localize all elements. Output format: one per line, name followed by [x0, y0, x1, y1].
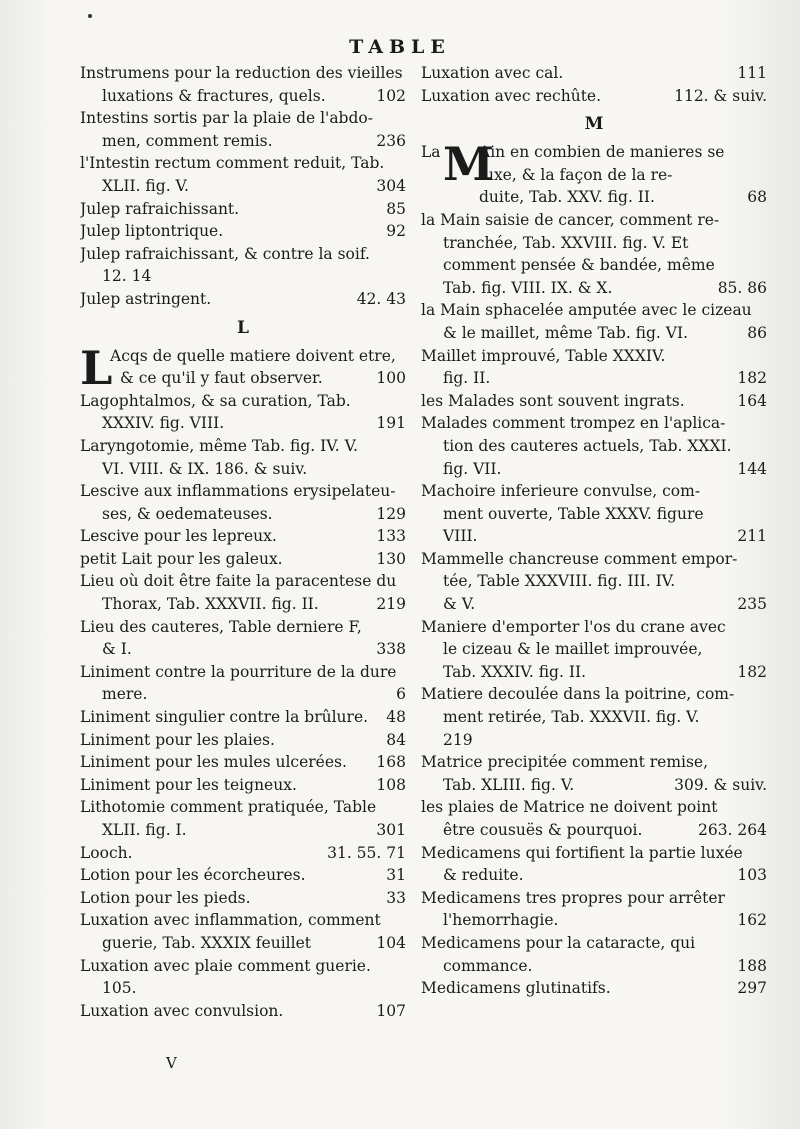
- index-entry: [80, 570, 406, 615]
- entry-text: guerie, Tab. XXXIX feuillet: [102, 933, 311, 952]
- entry-text: Liniment pour les teigneux.: [80, 775, 297, 794]
- entry-text: luxations & fractures, quels.: [102, 86, 326, 105]
- entry-text: tranchée, Tab. XXVIII. fig. V. Et: [443, 233, 689, 252]
- signature-mark: V: [166, 1054, 177, 1072]
- entry-text: Tab. fig. VIII. IX. & X.: [443, 278, 613, 297]
- entry-line: [421, 616, 767, 639]
- entry-text: fig. II.: [443, 369, 491, 388]
- entry-text: la Main saisie de cancer, comment re-: [421, 210, 720, 229]
- entry-line: [421, 706, 767, 729]
- entry-line: [421, 955, 767, 978]
- entry-line: [80, 390, 406, 413]
- entry-line: [80, 480, 406, 503]
- ink-speck: [88, 14, 92, 18]
- entry-text: le cizeau & le maillet improuvée,: [443, 640, 703, 659]
- section-letter-l: L: [237, 317, 249, 338]
- entry-text: Medicamens pour la cataracte, qui: [421, 933, 696, 952]
- entry-line: Acqs de quelle matiere doivent etre,: [110, 346, 396, 365]
- page-ref: 48: [386, 708, 406, 727]
- entry-text: Lieu des cauteres, Table derniere F,: [80, 617, 362, 636]
- page-ref: 85: [386, 199, 406, 218]
- entry-text: Matiere decoulée dans la poitrine, com-: [421, 685, 735, 704]
- entry-line: [421, 593, 767, 616]
- entry-line: [421, 909, 767, 932]
- entry-line: [80, 909, 406, 932]
- index-entry: [421, 480, 767, 548]
- index-entry: [80, 107, 406, 152]
- entry-text: Tab. XXXIV. fig. II.: [443, 662, 587, 681]
- entries-group-luxation: [421, 62, 767, 107]
- index-entry: [421, 390, 767, 413]
- page-ref: 301: [376, 821, 406, 839]
- entry-text: Lotion pour les écorcheures.: [80, 866, 306, 885]
- entry-text: comment pensée & bandée, même: [443, 256, 715, 275]
- entry-text: Maillet improuvé, Table XXXIV.: [421, 346, 666, 365]
- entry-text: Luxation avec cal.: [421, 64, 564, 82]
- entry-text: Lieu où doit être faite la paracentese du: [80, 572, 397, 591]
- entry-line: [80, 288, 406, 311]
- entry-text: Matrice precipitée comment remise,: [421, 753, 709, 772]
- index-entry: [421, 932, 767, 977]
- entries-group-l: [80, 390, 406, 1023]
- entry-text: Julep astringent.: [80, 289, 212, 308]
- entry-text: Lotion pour les pieds.: [80, 888, 251, 907]
- entry-line: [80, 661, 406, 684]
- index-entry-lacqs: [80, 340, 406, 395]
- page-ref: 235: [737, 595, 767, 614]
- page-ref: 31: [386, 866, 406, 885]
- index-entry: [80, 955, 406, 1000]
- entry-line: [421, 977, 767, 1000]
- index-entry: [80, 706, 406, 729]
- entry-line: [421, 864, 767, 887]
- index-entry: [80, 661, 406, 706]
- entry-text: Luxation avec plaie comment guerie.: [80, 956, 371, 975]
- entry-text: Liniment singulier contre la brûlure.: [80, 708, 369, 727]
- index-entry: [421, 62, 767, 85]
- page-ref: 107: [376, 1001, 406, 1020]
- entry-line: [80, 62, 406, 85]
- entry-text: Intestins sortis par la plaie de l'abdo-: [80, 109, 373, 128]
- index-entry: [421, 299, 767, 344]
- entry-line: [80, 152, 406, 175]
- entry-line: [421, 661, 767, 684]
- entry-line: [80, 570, 406, 593]
- page-ref: 297: [737, 979, 767, 998]
- entry-line: [80, 796, 406, 819]
- entry-text: l'hemorrhagie.: [443, 911, 559, 930]
- entry-line: [421, 209, 767, 232]
- page-ref: 338: [376, 640, 406, 659]
- entry-line: [421, 842, 767, 865]
- entry-text: men, comment remis.: [102, 131, 273, 150]
- index-entry: [421, 977, 767, 1000]
- entry-line: [421, 503, 767, 526]
- entry-line: [80, 548, 406, 571]
- entry-line: [80, 85, 406, 108]
- entry-text: être cousuës & pourquoi.: [443, 821, 643, 839]
- entry-text: Machoire inferieure convulse, com-: [421, 482, 701, 501]
- entry-line: [479, 186, 767, 209]
- entry-line: [80, 819, 406, 842]
- page-ref: 304: [376, 176, 406, 195]
- entry-line: [80, 706, 406, 729]
- page-ref: 144: [737, 459, 767, 478]
- page-ref: 236: [376, 131, 406, 150]
- entry-line: [421, 480, 767, 503]
- page-ref: 309. & suiv.: [674, 775, 767, 794]
- entry-line: [80, 751, 406, 774]
- entry-line: [80, 955, 406, 978]
- entry-line: [80, 503, 406, 526]
- index-entry: [80, 796, 406, 841]
- entry-line: [421, 525, 767, 548]
- page-ref: 182: [737, 662, 767, 681]
- entry-line: [80, 220, 406, 243]
- entry-text: XXXIV. fig. VIII.: [102, 414, 225, 433]
- page-ref: 108: [376, 775, 406, 794]
- entry-text: commance.: [443, 956, 533, 975]
- entry-prefix: La: [421, 143, 441, 162]
- index-entry: [80, 729, 406, 752]
- page-ref: 111: [737, 64, 767, 82]
- entry-text: Malades comment trompez en l'aplica-: [421, 414, 726, 433]
- entry-text: 219: [443, 730, 473, 749]
- index-entry: [80, 909, 406, 954]
- page-ref: 104: [376, 933, 406, 952]
- left-column: [80, 62, 406, 1022]
- entry-line: [421, 570, 767, 593]
- entry-text: Liniment contre la pourriture de la dure: [80, 662, 397, 681]
- index-entry: [80, 548, 406, 571]
- index-entry: [80, 842, 406, 865]
- entry-line: [421, 819, 767, 842]
- entry-text: Liniment pour les mules ulcerées.: [80, 753, 347, 772]
- entry-text: Julep rafraichissant.: [80, 199, 240, 218]
- page-ref: 133: [376, 527, 406, 546]
- page-ref: 100: [376, 369, 406, 388]
- entry-text: Laryngotomie, même Tab. fig. IV. V.: [80, 436, 358, 455]
- entry-text: duite, Tab. XXV. fig. II.: [479, 188, 655, 207]
- entry-line: [80, 864, 406, 887]
- index-entry: [80, 435, 406, 480]
- index-entry: [80, 152, 406, 197]
- entry-text: les plaies de Matrice ne doivent point: [421, 798, 718, 817]
- entry-text: 12. 14: [102, 267, 152, 286]
- entry-line: [80, 198, 406, 221]
- page-ref: 129: [376, 504, 406, 523]
- page-ref: 162: [737, 911, 767, 930]
- entry-line: [80, 243, 406, 266]
- page-ref: 42. 43: [356, 289, 406, 308]
- entry-text: ment ouverte, Table XXXV. figure: [443, 504, 704, 523]
- page-ref: 84: [386, 730, 406, 749]
- entry-text: Tab. XLIII. fig. V.: [443, 775, 575, 794]
- entry-text: la Main sphacelée amputée avec le cizeau: [421, 301, 752, 320]
- entry-text: 105.: [102, 979, 137, 998]
- entry-text: XLII. fig. V.: [102, 176, 189, 195]
- page-ref: 33: [386, 888, 406, 907]
- entry-text: & I.: [102, 640, 132, 659]
- page-ref: 219: [376, 595, 406, 614]
- entry-text: Luxation avec rechûte.: [421, 86, 602, 105]
- page-ref: 164: [737, 391, 767, 410]
- entry-text: Luxation avec inflammation, comment: [80, 911, 381, 930]
- page-ref: 103: [737, 866, 767, 885]
- entry-text: les Malades sont souvent ingrats.: [421, 391, 685, 410]
- entry-line: [421, 277, 767, 300]
- entry-line: [421, 548, 767, 571]
- index-entry: [80, 62, 406, 107]
- entry-text: ment retirée, Tab. XXXVII. fig. V.: [443, 708, 700, 727]
- page-ref: 6: [396, 685, 406, 704]
- index-entry: [421, 616, 767, 684]
- entry-line: [421, 774, 767, 797]
- entry-line: [80, 729, 406, 752]
- entry-line: [80, 435, 406, 458]
- entry-line: [80, 616, 406, 639]
- page-ref: 92: [386, 222, 406, 241]
- entry-line: [421, 322, 767, 345]
- entry-line: [421, 254, 767, 277]
- index-entry-main: [421, 137, 767, 209]
- entry-text: mere.: [102, 685, 148, 704]
- entry-line: [421, 932, 767, 955]
- entry-text: Thorax, Tab. XXXVII. fig. II.: [102, 595, 319, 614]
- page-ref: 102: [376, 86, 406, 105]
- entry-line: [80, 265, 406, 288]
- page-ref: 31. 55. 71: [327, 843, 406, 862]
- entry-line: [80, 593, 406, 616]
- entry-line: [421, 412, 767, 435]
- entry-line: [80, 683, 406, 706]
- entry-text: Medicamens tres propres pour arrêter: [421, 888, 725, 907]
- index-entry: [80, 198, 406, 221]
- entry-text: & ce qu'il y faut observer.: [120, 369, 323, 388]
- entry-line: [80, 130, 406, 153]
- entry-line: [110, 367, 406, 390]
- entry-line: [421, 887, 767, 910]
- index-entry: [80, 864, 406, 887]
- entry-text: Looch.: [80, 843, 133, 862]
- entry-text: l'Intestin rectum comment reduit, Tab.: [80, 154, 385, 173]
- page-ref: 182: [737, 369, 767, 388]
- page-ref: 130: [376, 549, 406, 568]
- entry-line: [421, 751, 767, 774]
- entry-text: Mammelle chancreuse comment empor-: [421, 549, 738, 568]
- page-ref: 112. & suiv.: [674, 86, 767, 105]
- entry-text: Lithotomie comment pratiquée, Table: [80, 798, 377, 817]
- drop-capital-l: L: [80, 340, 113, 395]
- entry-line: [80, 412, 406, 435]
- entry-text: Lescive pour les lepreux.: [80, 527, 277, 546]
- entry-line: [421, 299, 767, 322]
- index-entry: [421, 548, 767, 616]
- entry-text: Julep liptontrique.: [80, 222, 224, 241]
- index-entry: [80, 887, 406, 910]
- entry-line: [421, 638, 767, 661]
- index-entry: [421, 683, 767, 751]
- index-entry: [80, 480, 406, 525]
- entry-text: Medicamens glutinatifs.: [421, 979, 611, 998]
- page-ref: 168: [376, 753, 406, 772]
- entry-line: [421, 85, 767, 108]
- entry-text: Lagophtalmos, & sa curation, Tab.: [80, 391, 351, 410]
- entry-line: [80, 842, 406, 865]
- index-entry: [421, 345, 767, 390]
- index-entry: [80, 525, 406, 548]
- entry-line: [80, 175, 406, 198]
- index-entry: [421, 209, 767, 299]
- right-column: [421, 62, 767, 1000]
- index-entry: [80, 390, 406, 435]
- page-ref: 86: [747, 323, 767, 342]
- page-ref: 191: [376, 414, 406, 433]
- entry-text: Lescive aux inflammations erysipelateu-: [80, 482, 396, 501]
- page-ref: 188: [737, 956, 767, 975]
- entry-text: tion des cauteres actuels, Tab. XXXI.: [443, 436, 732, 455]
- entry-text: Instrumens pour la reduction des vieilles: [80, 64, 403, 82]
- page-ref: 263. 264: [697, 821, 767, 839]
- entry-line: [80, 887, 406, 910]
- index-entry: [421, 412, 767, 480]
- entries-group-m: [421, 209, 767, 1000]
- entry-text: tée, Table XXXVIII. fig. III. IV.: [443, 572, 676, 591]
- entry-line: [421, 435, 767, 458]
- index-entry: [80, 774, 406, 797]
- entry-text: XLII. fig. I.: [102, 821, 187, 839]
- entry-line: [80, 107, 406, 130]
- index-entry: [421, 85, 767, 108]
- index-entry: [80, 220, 406, 243]
- entry-text: Luxation avec convulsion.: [80, 1001, 284, 1020]
- entry-line: [421, 390, 767, 413]
- index-entry: [80, 1000, 406, 1023]
- entry-line: [80, 638, 406, 661]
- entry-line: [80, 525, 406, 548]
- entry-line: [80, 774, 406, 797]
- entry-line: [421, 232, 767, 255]
- entry-line: Ain en combien de manieres se: [479, 143, 725, 162]
- entry-line: [80, 932, 406, 955]
- index-entry: [80, 243, 406, 288]
- index-entry: [421, 796, 767, 841]
- entry-line: [421, 729, 767, 752]
- page-ref: 68: [747, 188, 767, 207]
- entry-text: & reduite.: [443, 866, 524, 885]
- entry-line: [421, 345, 767, 368]
- entry-text: Liniment pour les plaies.: [80, 730, 275, 749]
- entry-line: [421, 367, 767, 390]
- entry-text: petit Lait pour les galeux.: [80, 549, 283, 568]
- section-letter-m: M: [584, 114, 604, 135]
- index-entry: [80, 288, 406, 311]
- page-ref: 85. 86: [717, 278, 767, 297]
- running-head: TABLE: [349, 36, 451, 58]
- entry-line: [421, 683, 767, 706]
- index-entry: [80, 751, 406, 774]
- entry-text: VIII.: [443, 527, 478, 546]
- entry-line: [421, 796, 767, 819]
- index-entry: [80, 616, 406, 661]
- entry-line: [80, 458, 406, 481]
- entry-text: & V.: [443, 595, 476, 614]
- entry-text: & le maillet, même Tab. fig. VI.: [443, 323, 689, 342]
- index-entry: [421, 751, 767, 796]
- entry-text: ses, & oedemateuses.: [102, 504, 273, 523]
- drop-capital-m: M: [443, 137, 494, 192]
- entry-text: fig. VII.: [443, 459, 502, 478]
- entry-line: [80, 977, 406, 1000]
- page-ref: 211: [737, 527, 767, 546]
- entry-line: luxe, & la façon de la re-: [479, 165, 673, 184]
- entry-text: Julep rafraichissant, & contre la soif.: [80, 244, 370, 263]
- entry-line: [80, 1000, 406, 1023]
- entry-text: Medicamens qui fortifient la partie luxée: [421, 843, 743, 862]
- index-entry: [421, 887, 767, 932]
- entry-text: Maniere d'emporter l'os du crane avec: [421, 617, 726, 636]
- entries-group-i-j: [80, 62, 406, 311]
- entry-text: VI. VIII. & IX. 186. & suiv.: [102, 459, 308, 478]
- entry-line: [421, 458, 767, 481]
- entry-line: [421, 62, 767, 85]
- index-entry: [421, 842, 767, 887]
